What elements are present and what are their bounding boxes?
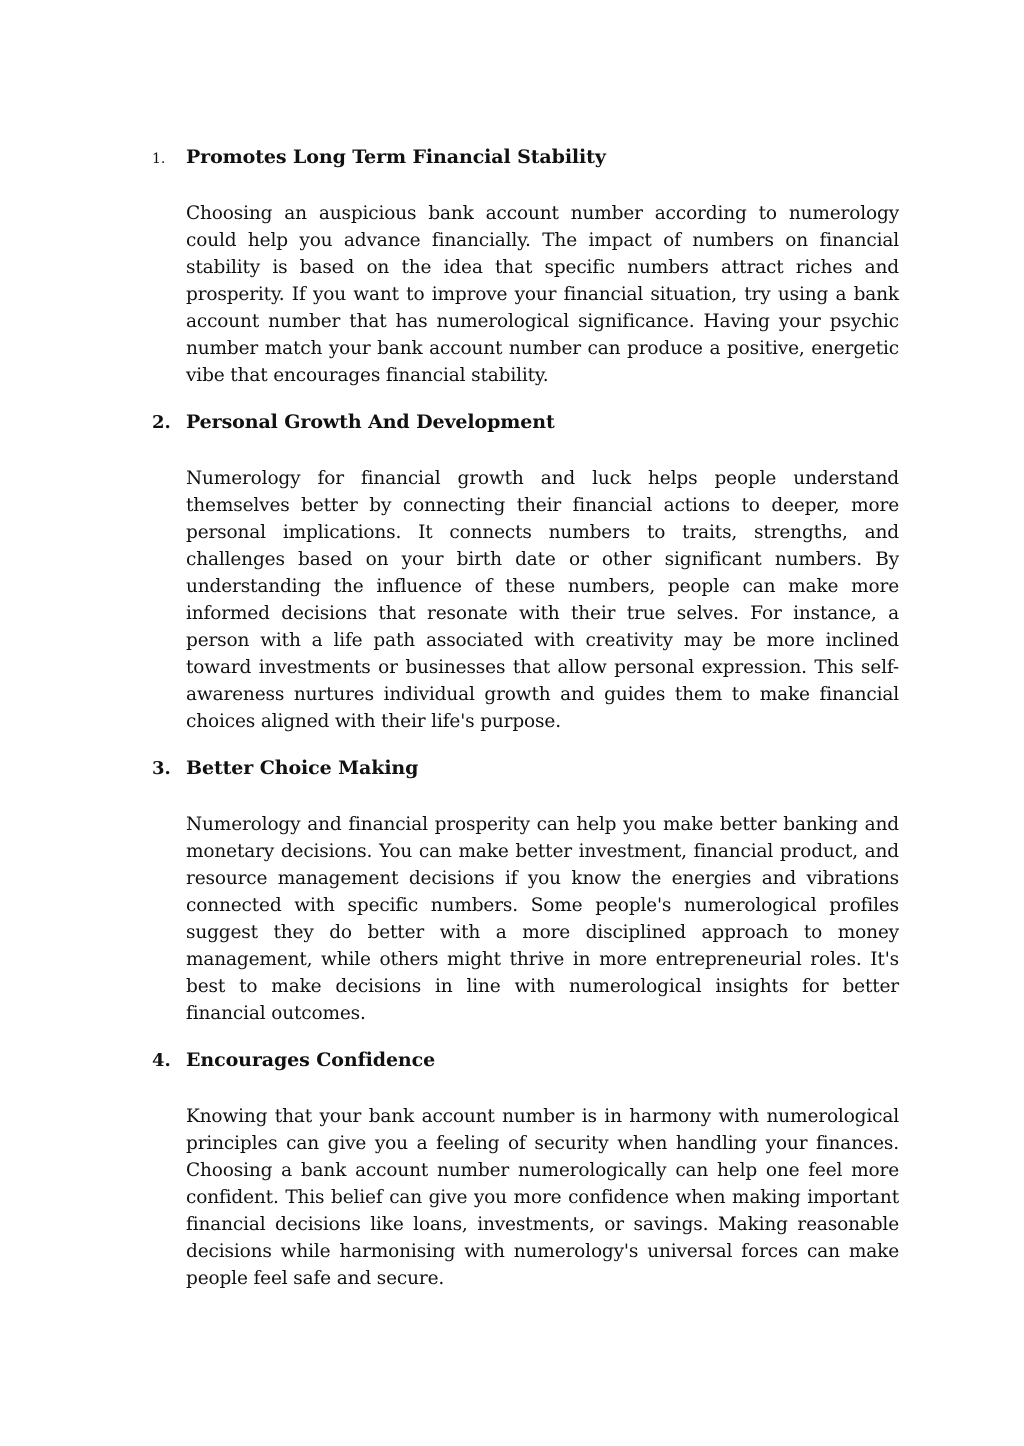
list-item-header: [152, 1049, 912, 1081]
list-item-header: [152, 411, 912, 443]
list-item-header: [152, 146, 912, 178]
list-item-header: [152, 757, 912, 789]
section-heading: Encourages Confidence: [186, 1049, 436, 1071]
numbered-list: [152, 146, 912, 1292]
list-number: 1.: [152, 151, 166, 167]
section-heading: Better Choice Making: [186, 757, 419, 779]
list-number: 4.: [152, 1050, 171, 1071]
list-item: [152, 146, 912, 389]
section-heading: Personal Growth And Development: [186, 411, 555, 433]
section-paragraph: Knowing that your bank account number is in harmony with numerological principles can give you a feeling of security when handling your finances. Choosing a bank account number numerologically can help one feel more confident. This belief can give you more confidence when making important financial decisions like loans, investments, or savings. Making reasonable decisions while harmonising with numerology's universal forces can make people feel safe and secure.: [186, 1106, 899, 1289]
section-paragraph: Numerology for financial growth and luck helps people understand themselves better by connecting their financial actions to deeper, more personal implications. It connects numbers to traits, strengths, and challenges based on your birth date or other significant numbers. By understanding the influence of these numbers, people can make more informed decisions that resonate with their true selves. For instance, a person with a life path associated with creativity may be more inclined toward investments or businesses that allow personal expression. This self-awareness nurtures individual growth and guides them to make financial choices aligned with their life's purpose.: [186, 468, 899, 732]
section-heading: Promotes Long Term Financial Stability: [186, 146, 606, 168]
list-item: [152, 757, 912, 1027]
list-number: 3.: [152, 758, 171, 779]
list-item: [152, 411, 912, 735]
section-paragraph: Numerology and financial prosperity can help you make better banking and monetary decisions. You can make better investment, financial product, and resource management decisions if you know the energies and vibrations connected with specific numbers. Some people's numerological profiles suggest they do better with a more disciplined approach to money management, while others might thrive in more entrepreneurial roles. It's best to make decisions in line with numerological insights for better financial outcomes.: [186, 814, 899, 1024]
section-paragraph: Choosing an auspicious bank account number according to numerology could help you advance financially. The impact of numbers on financial stability is based on the idea that specific numbers attract riches and prosperity. If you want to improve your financial situation, try using a bank account number that has numerological significance. Having your psychic number match your bank account number can produce a positive, energetic vibe that encourages financial stability.: [186, 203, 899, 386]
list-item: [152, 1049, 912, 1292]
list-number: 2.: [152, 412, 171, 433]
